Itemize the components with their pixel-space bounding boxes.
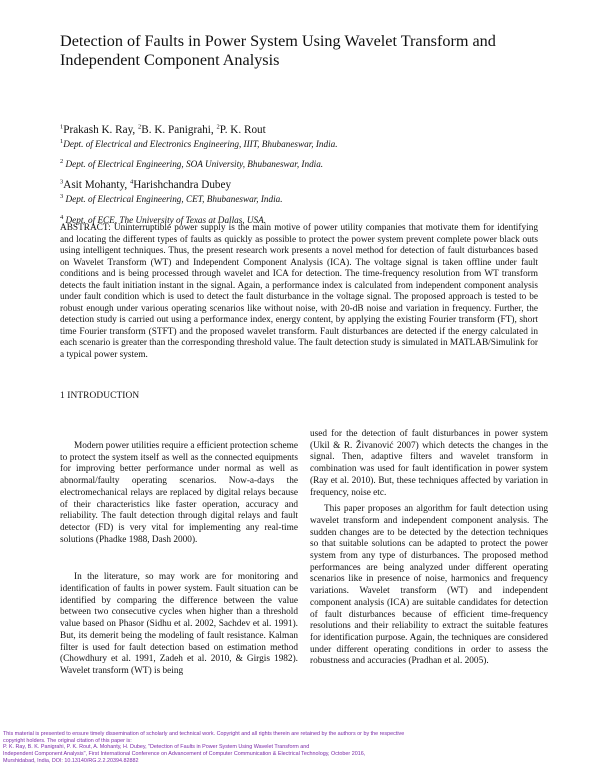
body-paragraph: This paper proposes an algorithm for fault detection using wavelet transform and independent component analysis. The sudden changes are to be detected by the detection techniques so that suitable solutions can be adapted to protect the power system from any type of disturbances. The proposed method performances are being analyzed under different operating scenarios like in presence of noise, harmonics and frequency variations. Wavelet transform (WT) and independent component analysis (ICA) are suitable candidates for detection of fault disturbances because of efficient time-frequency resolutions and their reliability to extract the suitable features for identification purpose. Again, the techniques are considered under different operating conditions in order to assess the robustness and accuracies (Pradhan et al. 2005). [310,504,548,667]
title-line-2: Independent Component Analysis [60,51,280,69]
author-superscript: 2 [138,123,142,131]
affiliation-superscript: 4 [60,213,64,221]
footer-line: P. K. Ray, B. K. Panigrahi, P. K. Rout, A. Mohanty, H. Dubey, "Detection of Faults in Power System Using Wavelet Transform and [3,744,310,751]
author-name: P. K. Rout [219,124,266,136]
author-superscript: 1 [60,123,64,131]
section-heading-introduction: 1 INTRODUCTION [60,391,140,401]
footer-line: Independent Component Analysis", First International Conference on Advancement of Computer Communication & Electrical Technology, October 2016, [3,751,366,758]
affiliation-line [60,138,560,150]
affiliation-text: Dept. of Electrical Engineering, SOA University, Bhubaneswar, India. [63,159,324,169]
right-column [310,429,548,668]
copyright-footer [3,731,599,765]
author-name: Prakash K. Ray, [63,124,139,136]
affiliation-text: Dept. of Electrical and Electronics Engineering, IIIT, Bhubaneswar, India. [63,139,338,149]
affiliation-superscript: 2 [60,157,64,165]
affiliation-text: Dept. of Electrical Engineering, CET, Bhubaneswar, India. [63,194,283,204]
body-paragraph: In the literature, so may work are for monitoring and identification of faults in power system. Fault situation can be identified by comparing the difference between the value between two consecutive cycles when higher than a threshold value based on Phasor (Sidhu et al. 2002, Sachdev et al. 1991). But, its demerit being the modeling of fault resistance. Kalman filter is used for fault detection based on estimation method (Chowdhury et al. 1991, Zadeh et al. 2010, & Girgis 1982). Wavelet transform (WT) is being [60,572,298,676]
footer-line: Murshidabad, India, DOI: 10.13140/RG.2.2.20394.82882 [3,757,139,764]
left-column [60,441,298,678]
body-paragraph: used for the detection of fault disturbances in power system (Ukil & R. Živanović 2007) which detects the changes in the signal. Then, adaptive filters and wavelet transform in combination was used for fault identification in power system (Ray et al. 2010). But, these techniques affected by variation in frequency, noise etc. [310,429,548,498]
paper-title [60,32,560,70]
affiliation-superscript: 1 [60,137,64,145]
abstract-paragraph: ABSTRACT: Uninterruptible power supply is the main motive of power utility companies that motivate them for identifying and locating the different types of faults as quickly as possible to protect the power system prevent complete power black outs using intelligent techniques. Thus, the present research work presents a novel method for detection of fault disturbances based on Wavelet Transform (WT) and Independent Component Analysis (ICA). The voltage signal is taken offline under fault conditions and is being processed through wavelet and ICA for detection. The time-frequency resolution from WT transform detects the fault initiation instant in the signal. Again, a performance index is calculated from independent component analysis under fault condition which is used to detect the fault disturbance in the voltage signal. The proposed approach is tested to be robust enough under various operating scenarios like without noise, with 20-dB noise and variation in frequency. Further, the detection study is carried out using a performance index, energy content, by applying the existing Fourier transform (FT), short time Fourier transform (STFT) and the proposed wavelet transform. Fault disturbances are detected if the energy calculated in each scenario is greater than the corresponding threshold value. The fault detection study is simulated in MATLAB/Simulink for a typical power system. [60,223,538,361]
author-names-group-1 [60,124,560,137]
body-paragraph: Modern power utilities require a efficient protection scheme to protect the system itself as well as the connected equipments for improving better performance under normal as well as abnormal/faulty operating scenarios. Now-a-days the electromechanical relays are replaced by digital relays because of their characteristics like faster operation, accuracy and reliability. The fault detection through digital relays and fault detector (FD) is very vital for implementing any real-time solutions (Phadke 1988, Dash 2000). [60,441,298,545]
footer-line: This material is presented to ensure timely dissemination of scholarly and technical work. Copyright and all rights therein are retained by the authors or by the respective [3,731,405,737]
affiliation-superscript: 3 [60,192,64,200]
author-superscript: 3 [60,178,64,186]
author-names-group-2 [60,179,560,192]
author-block [60,124,560,226]
author-superscript: 4 [129,178,134,186]
author-name: Harishchandra Dubey [133,179,232,191]
affiliation-text: Dept. of ECE, The University of Texas at Dallas, USA. [63,215,267,225]
author-name: Asit Mohanty, [63,179,130,191]
footer-line: copyright holders. The original citation of this paper is: [3,737,132,744]
affiliation-line [60,158,560,170]
author-superscript: 2 [216,123,220,131]
title-line-1: Detection of Faults in Power System Using Wavelet Transform and [60,32,496,50]
affiliation-line [60,193,560,205]
author-name: B. K. Panigrahi, [141,124,217,136]
